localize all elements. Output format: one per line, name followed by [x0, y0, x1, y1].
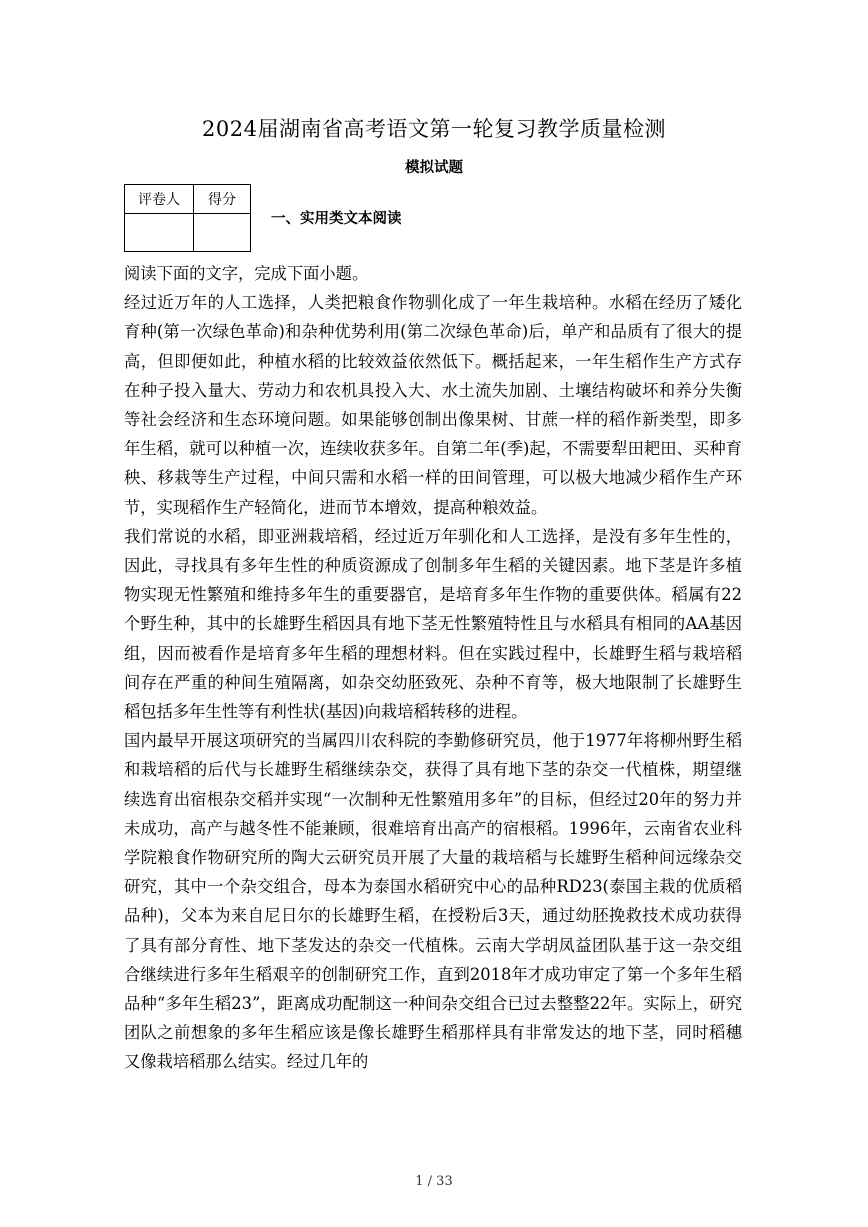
score-cell: [194, 214, 251, 252]
score-table-header-row: [125, 185, 251, 214]
paragraph: 经过近万年的人工选择，人类把粮食作物驯化成了一年生栽培种。水稻在经历了矮化育种(第一次绿色革命)和杂种优势利用(第二次绿色革命)后，单产和品质有了很大的提高，但即便如此，种植水稻的比较效益依然低下。概括起来，一年生稻作生产方式存在种子投入量大、劳动力和农机具投入大、水土流失加剧、土壤结构破坏和养分失衡等社会经济和生态环境问题。如果能够创制出像果树、甘蔗一样的稻作新类型，即多年生稻，就可以种植一次，连续收获多年。自第二年(季)起，不需要犁田耙田、买种育秧、移栽等生产过程，中间只需和水稻一样的田间管理，可以极大地减少稻作生产环节，实现稻作生产轻简化，进而节本增效，提高种粮效益。: [124, 293, 742, 517]
reading-passage: [124, 259, 742, 1077]
score-label: 得分: [194, 185, 251, 214]
instruction-text: 阅读下面的文字，完成下面小题。: [124, 264, 369, 283]
grader-cell: [125, 214, 194, 252]
grader-label: 评卷人: [125, 185, 194, 214]
paragraph: 我们常说的水稻，即亚洲栽培稻，经过近万年驯化和人工选择，是没有多年生性的，因此，寻找具有多年生性的种质资源成了创制多年生稻的关键因素。地下茎是许多植物实现无性繁殖和维持多年生的重要器官，是培育多年生作物的重要供体。稻属有22个野生种，其中的长雄野生稻因具有地下茎无性繁殖特性且与水稻具有相同的AA基因组，因而被看作是培育多年生稻的理想材料。但在实践过程中，长雄野生稻与栽培稻间存在严重的种间生殖隔离，如杂交幼胚致死、杂种不育等，极大地限制了长雄野生稻包括多年生性等有利性状(基因)向栽培稻转移的进程。: [124, 526, 742, 722]
score-table: [124, 184, 251, 252]
document-subtitle: 模拟试题: [405, 160, 463, 176]
paragraph: 国内最早开展这项研究的当属四川农科院的李勤修研究员，他于1977年将柳州野生稻和栽培稻的后代与长雄野生稻继续杂交，获得了具有地下茎的杂交一代植株，期望继续选育出宿根杂交稻并实现“一次制种无性繁殖用多年”的目标，但经过20年的努力并未成功，高产与越冬性不能兼顾，很难培育出高产的宿根稻。1996年，云南省农业科学院粮食作物研究所的陶大云研究员开展了大量的栽培稻与长雄野生稻种间远缘杂交研究，其中一个杂交组合，母本为泰国水稻研究中心的品种RD23(泰国主栽的优质稻品种)，父本为来自尼日尔的长雄野生稻，在授粉后3天，通过幼胚挽救技术成功获得了具有部分育性、地下茎发达的杂交一代植株。云南大学胡凤益团队基于这一杂交组合继续进行多年生稻艰辛的创制研究工作，直到2018年才成功审定了第一个多年生稻品种“多年生稻23”，距离成功配制这一种间杂交组合已过去整整22年。实际上，研究团队之前想象的多年生稻应该是像长雄野生稻那样具有非常发达的地下茎，同时稻穗又像栽培稻那么结实。经过几年的: [124, 731, 742, 1072]
document-title: 2024届湖南省高考语文第一轮复习教学质量检测: [202, 117, 666, 141]
page-indicator: 1 / 33: [415, 1174, 453, 1189]
score-table-input-row: [125, 214, 251, 252]
section-heading: 一、实用类文本阅读: [271, 211, 402, 227]
